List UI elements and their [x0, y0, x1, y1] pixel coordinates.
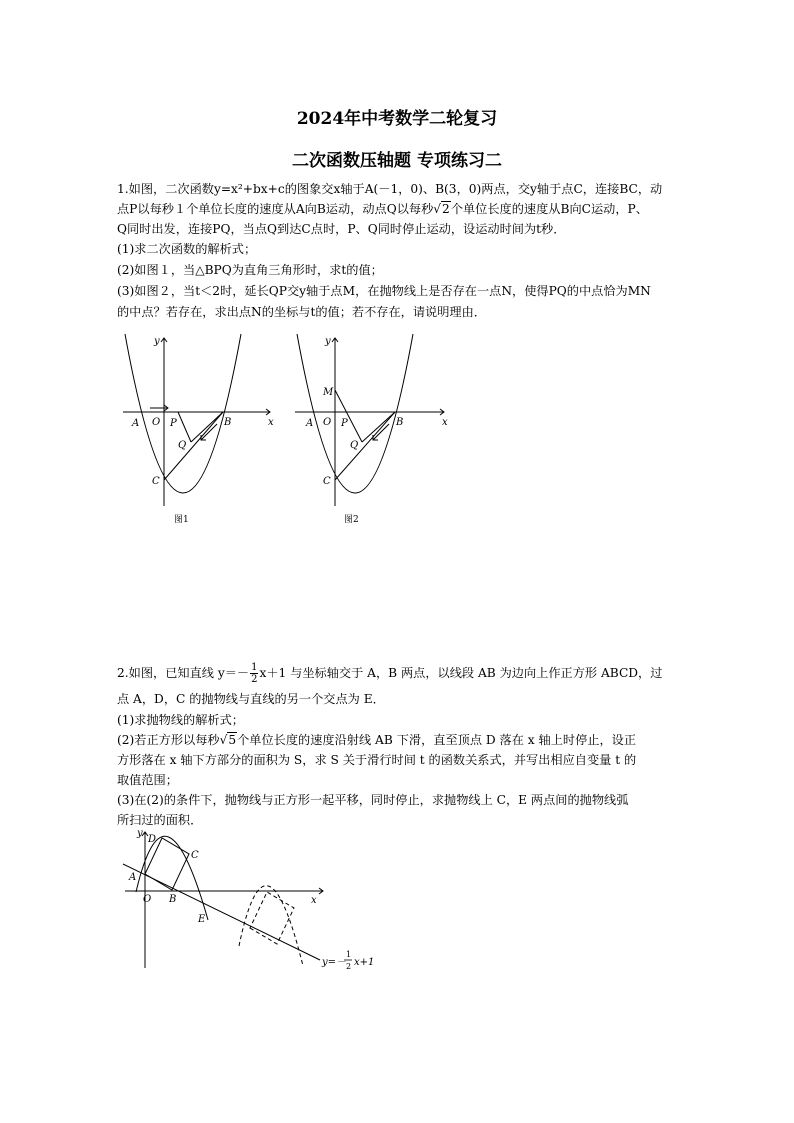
label-b: B	[169, 894, 177, 905]
motion-arrow-q	[373, 424, 389, 440]
line-eq-numerator: 1	[346, 950, 352, 959]
page-title: 2024年中考数学二轮复习	[296, 109, 498, 129]
shifted-parabola	[239, 886, 303, 966]
segment-qb	[362, 412, 395, 442]
figure-3	[115, 826, 405, 976]
q2-line1	[117, 662, 707, 685]
q2-radicand: 5	[228, 733, 237, 747]
motion-arrow-q	[201, 424, 217, 440]
q2-line1-b: x＋1 与坐标轴交于 A，B 两点，以线段 AB 为边向上作正方形 ABCD，过	[259, 666, 663, 680]
line-equation-label	[321, 950, 374, 971]
fraction	[250, 662, 258, 685]
figure-2-caption: 图2	[344, 515, 359, 525]
label-o: O	[323, 417, 332, 428]
q2-part1: (1)求抛物线的解析式；	[117, 713, 244, 727]
segment-mq	[335, 390, 362, 442]
label-c: C	[152, 476, 160, 487]
shifted-figure	[239, 886, 303, 966]
q1-line2-b: 个单位长度的速度从B向C运动，P、	[450, 202, 648, 216]
label-a: A	[306, 418, 314, 429]
q2-line2: 点 A，D，C 的抛物线与直线的另一个交点为 E．	[117, 692, 385, 706]
q2-part2-line3: 取值范围；	[117, 773, 178, 787]
label-x: x	[442, 417, 448, 428]
label-d: D	[148, 834, 157, 845]
q1-part3-line1: (3)如图２，当t＜2时，延长QP交y轴于点M，在抛物线上是否存在一点N，使得PQ的中点恰为MN	[117, 284, 651, 298]
label-x: x	[268, 417, 274, 428]
q2-part3-line2: 所扫过的面积．	[117, 813, 203, 827]
parabola	[136, 836, 208, 920]
label-a: A	[132, 418, 140, 429]
label-y: y	[137, 828, 143, 839]
sqrt-symbol: √5	[219, 733, 237, 747]
fraction-numerator: 1	[251, 662, 258, 673]
label-y: y	[325, 336, 331, 347]
label-a: A	[129, 872, 137, 883]
q1-line3: Q同时出发，连接PQ，当点Q到达C点时，P、Q同时停止运动，设运动时间为t秒．	[117, 222, 566, 236]
label-b: B	[396, 417, 404, 428]
label-y: y	[154, 336, 160, 347]
label-q: Q	[178, 440, 187, 451]
line-eq-suffix: x+1	[354, 957, 375, 968]
label-o: O	[143, 894, 152, 905]
q1-line1: 1.如图，二次函数y=x²+bx+c的图象交x轴于A(－1，0)、B(3，0)两点，交y轴于点C，连接BC，动	[117, 182, 663, 196]
q1-part1: (1)求二次函数的解析式；	[117, 242, 257, 256]
q2-part2-line2: 方形落在 x 轴下方部分的面积为 S，求 S 关于滑行时间 t 的函数关系式，并写出相应自变量 t 的	[117, 753, 637, 767]
q2-part3-line1: (3)在(2)的条件下，抛物线与正方形一起平移，同时停止，求抛物线上 C，E 两点间的抛物线弧	[117, 793, 629, 807]
parabola	[125, 334, 241, 493]
figure-2	[289, 328, 459, 528]
q1-part2: (2)如图１，当△BPQ为直角三角形时，求t的值；	[117, 263, 383, 277]
q1-line2-a: 点P以每秒１个单位长度的速度从A向B运动，动点Q以每秒	[117, 202, 434, 216]
sqrt-symbol: √2	[433, 202, 450, 216]
line-eq-denominator: 2	[346, 962, 352, 971]
square-abcd	[145, 838, 189, 890]
figure-1	[115, 328, 285, 528]
q1-part3-line2: 的中点？若存在，求出点N的坐标与t的值；若不存在，请说明理由．	[117, 305, 486, 319]
label-e: E	[198, 914, 206, 925]
segment-qb	[191, 412, 223, 442]
label-p: P	[170, 418, 177, 429]
parabola	[297, 334, 413, 493]
q2-part2-a: (2)若正方形以每秒	[117, 733, 220, 747]
label-q: Q	[350, 440, 359, 451]
q1-radicand: 2	[442, 202, 450, 216]
label-x: x	[311, 895, 317, 906]
label-p: P	[341, 418, 348, 429]
q2-line1-a: 2.如图，已知直线 y＝－	[117, 666, 250, 680]
q1-line2	[117, 200, 707, 218]
q2-part2-b: 个单位长度的速度沿射线 AB 下滑，直至顶点 D 落在 x 轴上时停止，设正	[237, 733, 637, 747]
label-c: C	[323, 476, 331, 487]
segment-pq	[178, 412, 191, 442]
line-eq-prefix: y=－	[322, 957, 347, 968]
label-b: B	[224, 417, 232, 428]
page-subtitle: 二次函数压轴题 专项练习二	[292, 151, 502, 171]
label-m: M	[323, 387, 334, 398]
label-o: O	[152, 417, 161, 428]
label-c: C	[191, 850, 199, 861]
figure-1-caption: 图1	[174, 515, 189, 525]
q2-part2-line1	[117, 731, 707, 749]
fraction-denominator: 2	[251, 674, 258, 685]
